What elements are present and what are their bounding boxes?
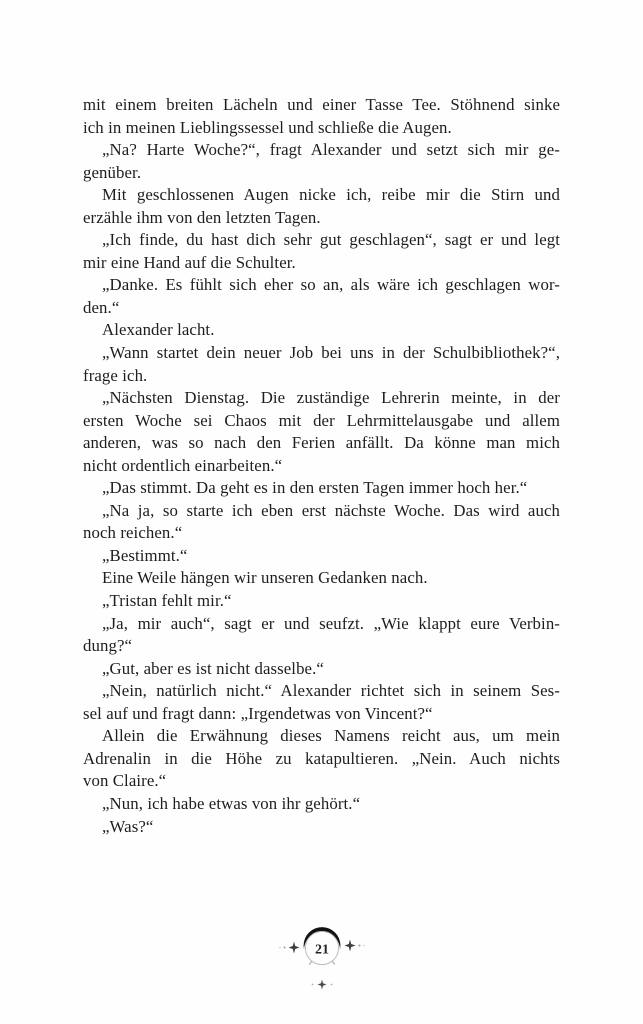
text-line: Alexander lacht. [102,320,215,340]
text-line: Mit geschlossenen Augen nicke ich, reibe mir die Stirn und [102,185,560,205]
text-line: „Ja, mir auch“, sagt er und seufzt. „Wie klappt eure Verbin- [102,613,560,633]
sparkle-icon [311,980,332,990]
text-line: noch reichen.“ [83,523,183,543]
text-line: mir eine Hand auf die Schulter. [83,252,296,272]
text-line: den.“ [83,297,120,317]
text-line: Eine Weile hängen wir unseren Gedanken nach. [102,568,428,588]
text-line: ich in meinen Lieblingssessel und schließe die Augen. [83,117,452,137]
text-line: „Danke. Es fühlt sich eher so an, als wäre ich geschlagen wor- [102,275,560,295]
sparkle-icon [344,940,364,952]
text-line: „Na? Harte Woche?“, fragt Alexander und setzt sich mir ge- [102,140,560,160]
text-line: erzähle ihm von den letzten Tagen. [83,207,321,227]
text-line: „Das stimmt. Da geht es in den ersten Tagen immer hoch her.“ [102,478,528,498]
text-line: „Was?“ [102,816,154,836]
text-line: „Nein, natürlich nicht.“ Alexander richtet sich in seinem Ses- [102,681,560,701]
text-line: Allein die Erwähnung dieses Namens reicht aus, um mein [102,726,560,746]
text-line: frage ich. [83,365,148,385]
page-number: 21 [314,942,329,958]
text-line: sel auf und fragt dann: „Irgendetwas von Vincent?“ [83,703,433,723]
text-line: „Ich finde, du hast dich sehr gut geschlagen“, sagt er und legt [102,230,560,250]
text-line: „Gut, aber es ist nicht dasselbe.“ [102,658,324,678]
text-line: „Nun, ich habe etwas von ihr gehört.“ [102,793,361,813]
text-line: ersten Woche sei Chaos mit der Lehrmittelausgabe und allem [83,410,560,430]
text-line: dung?“ [83,636,133,656]
text-line: genüber. [83,162,142,182]
text-line: „Wann startet dein neuer Job bei uns in der Schulbibliothek?“, [102,343,560,363]
text-line: „Tristan fehlt mir.“ [102,591,232,611]
text-block [83,94,560,838]
text-line: „Nächsten Dienstag. Die zuständige Lehrerin meinte, in der [102,388,560,408]
page-footer [0,918,643,1004]
text-line: von Claire.“ [83,771,167,791]
text-line: nicht ordentlich einarbeiten.“ [83,455,283,475]
text-line: „Bestimmt.“ [102,545,188,565]
text-line: anderen, was so nach den Ferien anfällt. Da könne man mich [83,433,560,453]
sparkle-icon [279,942,299,954]
text-line: Adrenalin in die Höhe zu katapultieren. „Nein. Auch nichts [83,748,560,768]
text-line: mit einem breiten Lächeln und einer Tasse Tee. Stöhnend sinke [83,95,560,114]
text-line: „Na ja, so starte ich eben erst nächste Woche. Das wird auch [102,500,560,520]
page-number-ornament [252,918,392,1004]
